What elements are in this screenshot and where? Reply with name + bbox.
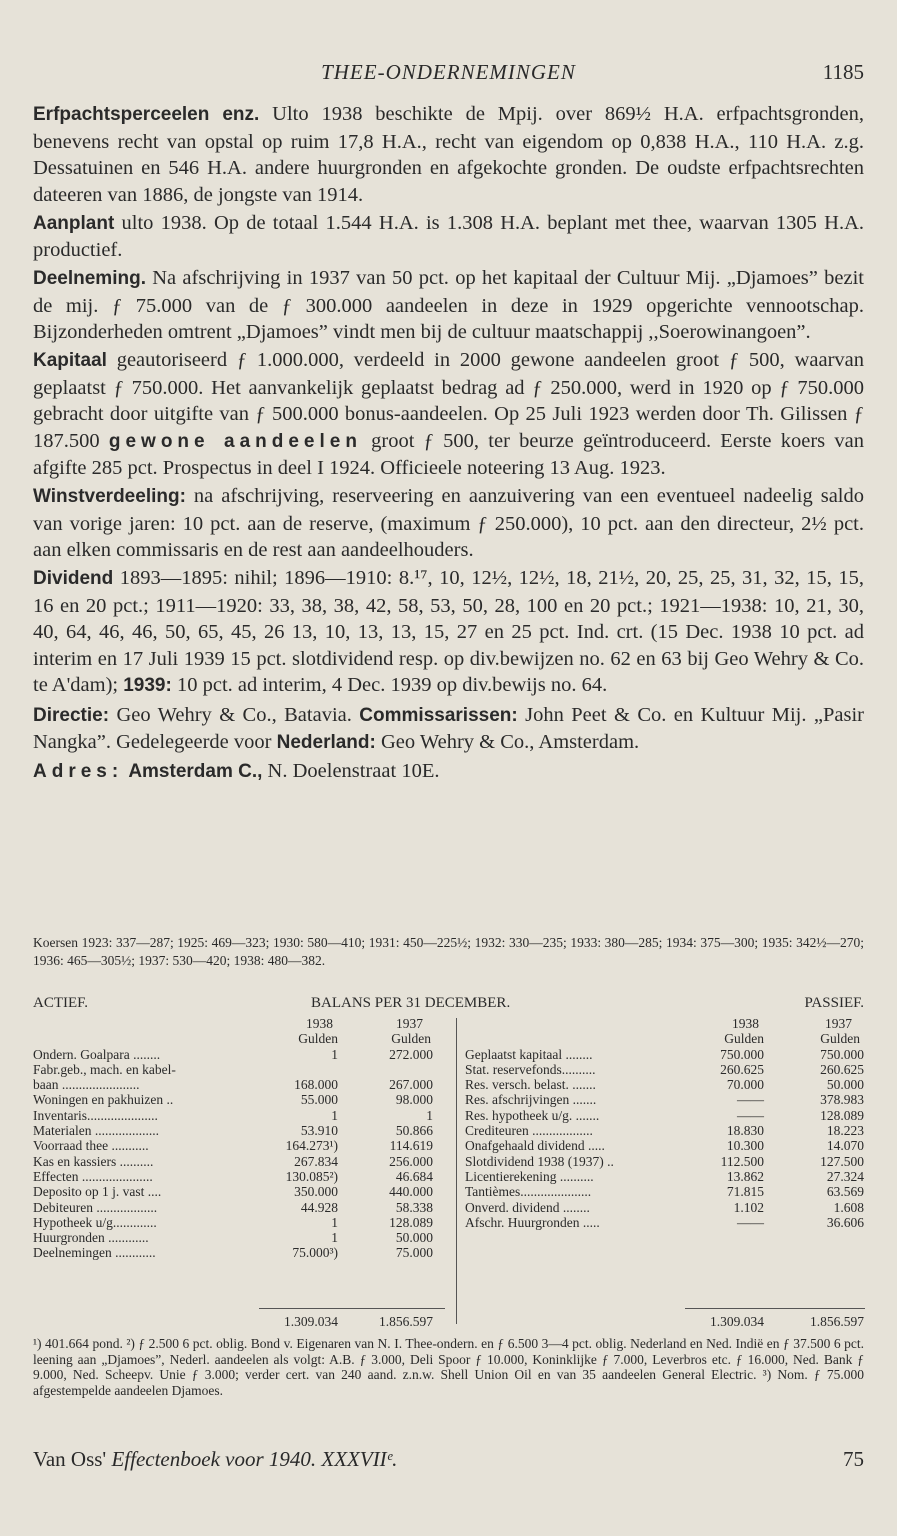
- actief-year-row: 1938 1937: [306, 1016, 423, 1031]
- actief-row: [33, 1200, 443, 1215]
- actief-row: [33, 1184, 443, 1199]
- paragraph-winstverdeeling: Winstverdeeling: na afschrijving, reserveering en aanzuivering van een eventueel nadeelig saldo van vorige jaren: 10 pct. aan de reserve, (maximum ƒ 250.000), 10 pct. aan den directeur, 2½ pct. aan elken commissaris en de rest aan aandeelhouders.: [33, 485, 864, 562]
- actief-row-label: Debiteuren ..................: [33, 1199, 158, 1215]
- passief-row-value-1937: 1.608: [833, 1199, 864, 1215]
- koersen-line: Koersen 1923: 337—287; 1925: 469—323; 1930: 580—410; 1931: 450—225½; 1932: 330—235; 1933: 380—285; 1934: 375—300; 1935: 342½—270; 1936: 465—305½; 1937: 530—420; 1938: 480—382.: [33, 935, 864, 968]
- passief-row-label: Stat. reservefonds..........: [465, 1061, 596, 1077]
- actief-row-label: Ondern. Goalpara ........: [33, 1046, 161, 1062]
- passief-row-value-1937: 36.606: [826, 1214, 864, 1230]
- passief-row-value-1938: ——: [737, 1107, 764, 1123]
- running-header: [33, 60, 864, 88]
- actief-row-value-1937: 256.000: [389, 1153, 433, 1169]
- actief-row-value-1937: 1: [426, 1107, 433, 1123]
- passief-year-row: 1938 1937: [732, 1016, 852, 1031]
- passief-row: [465, 1215, 864, 1230]
- actief-row-label: Effecten .....................: [33, 1168, 153, 1184]
- passief-row-value-1938: 70.000: [726, 1077, 764, 1093]
- passief-row-label: Tantièmes.....................: [465, 1184, 592, 1200]
- actief-row-value-1938: 1: [331, 1230, 338, 1246]
- actief-row-value-1938: 1: [331, 1214, 338, 1230]
- actief-row-label: baan .......................: [33, 1077, 140, 1093]
- actief-row-value-1937: 58.338: [395, 1199, 433, 1215]
- passief-row-label: Geplaatst kapitaal ........: [465, 1046, 593, 1062]
- passief-row: [465, 1092, 864, 1107]
- paragraph-aanplant: Aanplant ulto 1938. Op de totaal 1.544 H.A. is 1.308 H.A. beplant met thee, waarvan 1305 H.A. productief.: [33, 211, 864, 262]
- passief-row-value-1938: ——: [737, 1214, 764, 1230]
- passief-row-value-1937: 27.324: [826, 1168, 864, 1184]
- passief-row-label: Res. afschrijvingen .......: [465, 1092, 597, 1108]
- actief-row-value-1938: 267.834: [294, 1153, 338, 1169]
- actief-row-label: Inventaris.....................: [33, 1107, 158, 1123]
- actief-row: [33, 1230, 443, 1245]
- actief-total-row: 1.309.034 1.856.597: [284, 1314, 433, 1329]
- passief-row: [465, 1047, 864, 1062]
- actief-row: [33, 1108, 443, 1123]
- actief-row-value-1938: 350.000: [294, 1184, 338, 1200]
- paragraph-erfpacht: Erfpachtsperceelen enz. Ulto 1938 beschikte de Mpij. over 869½ H.A. erfpachtsgronden, benevens recht van opstal op ruim 17,8 H.A., recht van eigendom op 0,838 H.A., 110 H.A. z.g. Dessatuinen en 546 H.A. andere huurgronden en afgekochte gronden. De oudste erfpachtsrechten dateeren van 1886, de jongste van 1914.: [33, 103, 864, 206]
- running-footer: [33, 1447, 864, 1472]
- actief-row: [33, 1047, 443, 1062]
- actief-row-value-1938: 75.000³): [292, 1245, 338, 1261]
- actief-row-value-1937: 440.000: [389, 1184, 433, 1200]
- actief-label: ACTIEF.: [33, 995, 89, 1011]
- actief-row-value-1937: 128.089: [389, 1214, 433, 1230]
- passief-row-value-1937: 260.625: [820, 1061, 864, 1077]
- passief-row: [465, 1184, 864, 1199]
- column-divider: [456, 1018, 457, 1324]
- passief-label: PASSIEF.: [804, 995, 864, 1011]
- actief-row-label: Huurgronden ............: [33, 1230, 149, 1246]
- actief-row-label: Voorraad thee ...........: [33, 1138, 149, 1154]
- passief-row-value-1938: 750.000: [720, 1046, 764, 1062]
- passief-row-value-1937: 378.983: [820, 1092, 864, 1108]
- passief-side: [465, 1016, 864, 1230]
- passief-row-label: Onafgehaald dividend .....: [465, 1138, 605, 1154]
- footer-prefix: Van Oss': [33, 1447, 112, 1471]
- header-title: THEE-ONDERNEMINGEN: [321, 60, 576, 84]
- actief-row-label: Deposito op 1 j. vast ....: [33, 1184, 162, 1200]
- actief-row: [33, 1062, 443, 1077]
- paragraph-kapitaal: Kapitaal geautoriseerd ƒ 1.000.000, verdeeld in 2000 gewone aandeelen groot ƒ 500, waarvan geplaatst ƒ 750.000. Het aanvankelijk geplaatst bedrag ad ƒ 250.000, werd in 1920 op ƒ 750.000 gebracht door uitgifte van ƒ 500.000 bonus-aandeelen. Op 25 Juli 1923 werden door Th. Gilissen ƒ 187.500 gewone aandeelen groot ƒ 500, ter beurze geïntroduceerd. Eerste koers van afgifte 285 pct. Prospectus in deel I 1924. Officieele noteering 13 Aug. 1923.: [33, 349, 865, 480]
- actief-row-label: Hypotheek u/g.............: [33, 1214, 157, 1230]
- passief-row-label: Res. versch. belast. .......: [465, 1077, 596, 1093]
- passief-row-value-1938: 71.815: [726, 1184, 764, 1200]
- actief-row: [33, 1215, 443, 1230]
- paragraph-deelneming: Deelneming. Na afschrijving in 1937 van 50 pct. op het kapitaal der Cultuur Mij. „Djamoes” bezit de mij. ƒ 75.000 van de ƒ 300.000 aandeelen in deze in 1929 opgerichte vennootschap. Bijzonderheden omtrent „Djamoes” vindt men bij de cultuur maatschappij ,,Soerowinangoen”.: [33, 267, 864, 344]
- actief-side: [33, 1016, 443, 1261]
- footer-page-number: 75: [843, 1447, 864, 1471]
- passief-row-value-1938: 1.102: [733, 1199, 764, 1215]
- passief-total-row: 1.309.034 1.856.597: [710, 1314, 864, 1329]
- passief-row-value-1937: 63.569: [826, 1184, 864, 1200]
- passief-total-rule: [685, 1308, 865, 1309]
- passief-row: [465, 1138, 864, 1153]
- actief-row-value-1937: 267.000: [389, 1077, 433, 1093]
- passief-row-label: Slotdividend 1938 (1937) ..: [465, 1153, 614, 1169]
- actief-row-value-1938: 1: [331, 1107, 338, 1123]
- paragraph-adres: Adres: Amsterdam C., N. Doelenstraat 10E.: [33, 760, 440, 783]
- article-body: [33, 101, 864, 787]
- passief-row-value-1937: 18.223: [826, 1123, 864, 1139]
- actief-row: [33, 1169, 443, 1184]
- passief-row-value-1937: 128.089: [820, 1107, 864, 1123]
- passief-row-label: Afschr. Huurgronden .....: [465, 1214, 600, 1230]
- actief-row: [33, 1138, 443, 1153]
- passief-row-value-1938: 18.830: [726, 1123, 764, 1139]
- passief-rows: [465, 1047, 864, 1231]
- actief-rows: [33, 1047, 443, 1261]
- passief-row-value-1937: 750.000: [820, 1046, 864, 1062]
- header-page-number: 1185: [822, 60, 864, 84]
- passief-row: [465, 1077, 864, 1092]
- actief-row-value-1937: 272.000: [389, 1046, 433, 1062]
- passief-row-value-1937: 14.070: [826, 1138, 864, 1154]
- balance-sheet: [33, 995, 864, 1329]
- passief-row: [465, 1200, 864, 1215]
- paragraph-directie: Directie: Geo Wehry & Co., Batavia. Commissarissen: John Peet & Co. en Kultuur Mij. „Pasir Nangka”. Gedelegeerde voor Nederland: Geo Wehry & Co., Amsterdam.: [33, 703, 864, 754]
- passief-row-label: Crediteuren ..................: [465, 1123, 593, 1139]
- passief-row: [465, 1123, 864, 1138]
- actief-row: [33, 1154, 443, 1169]
- paragraph-dividend: Dividend 1893—1895: nihil; 1896—1910: 8.¹⁷, 10, 12½, 12½, 18, 21½, 20, 25, 25, 31, 32, 15, 15, 16 en 20 pct.; 1911—1920: 33, 38, 38, 42, 58, 53, 50, 28, 100 en 20 pct.; 1921—1938: 10, 21, 30, 40, 64, 46, 46, 50, 65, 45, 26 13, 10, 13, 13, 15, 27 en 25 pct. Ind. crt. (15 Dec. 1938 10 pct. ad interim en 17 Juli 1939 15 pct. slotdividend resp. op div.bewijzen no. 62 en 63 bij Geo Wehry & Co. te A'dam); 1939: 10 pct. ad interim, 4 Dec. 1939 op div.bewijs no. 64.: [33, 567, 864, 697]
- actief-row-label: Woningen en pakhuizen ..: [33, 1092, 174, 1108]
- passief-row-value-1938: 10.300: [726, 1138, 764, 1154]
- passief-row-value-1938: 112.500: [720, 1153, 764, 1169]
- actief-row-value-1937: 75.000: [395, 1245, 433, 1261]
- actief-row-label: Materialen ...................: [33, 1123, 159, 1139]
- actief-row-value-1938: 55.000: [300, 1092, 338, 1108]
- actief-row-label: Deelnemingen ............: [33, 1245, 156, 1261]
- passief-row: [465, 1108, 864, 1123]
- footnotes: ¹) 401.664 pond. ²) ƒ 2.500 6 pct. oblig. Bond v. Eigenaren van N. I. Thee-ondern. en ƒ 6.500 3—4 pct. oblig. Nederland en Ned. Indië en ƒ 37.500 6 pct. leening aan „Djamoes”, Nederl. aandeelen als volgt: A.B. ƒ 3.000, Deli Spoor ƒ 10.000, Koninklijke ƒ 7.000, Leverbros etc. ƒ 16.000, Ned. Bank ƒ 9.000, Ned. Scheepv. Unie ƒ 3.000; verder cert. van 240 aand. z.n.w. Shell Union Oil en van 35 aandeelen General Electric. ³) Nom. ƒ 75.000 afgestempelde aandeelen Djamoes.: [33, 1336, 864, 1398]
- passief-row-label: Licentierekening ..........: [465, 1168, 594, 1184]
- passief-row-value-1938: 260.625: [720, 1061, 764, 1077]
- passief-row-value-1937: 50.000: [826, 1077, 864, 1093]
- passief-row-value-1938: 13.862: [726, 1168, 764, 1184]
- actief-row: [33, 1077, 443, 1092]
- actief-row: [33, 1123, 443, 1138]
- actief-row-value-1938: 44.928: [300, 1199, 338, 1215]
- actief-row-value-1937: 46.684: [395, 1168, 433, 1184]
- passief-row-label: Res. hypotheek u/g. .......: [465, 1107, 600, 1123]
- actief-row-value-1938: 168.000: [294, 1077, 338, 1093]
- passief-row-label: Onverd. dividend ........: [465, 1199, 590, 1215]
- actief-total-rule: [259, 1308, 445, 1309]
- actief-unit-row: Gulden Gulden: [298, 1031, 431, 1047]
- passief-row-value-1938: ——: [737, 1092, 764, 1108]
- actief-row-label: Fabr.geb., mach. en kabel-: [33, 1061, 176, 1077]
- balance-title: BALANS PER 31 DECEMBER.: [311, 995, 511, 1011]
- balance-header: [33, 996, 864, 1016]
- actief-row-value-1937: 114.619: [389, 1138, 433, 1154]
- passief-unit-row: Gulden Gulden: [724, 1031, 860, 1047]
- footer-book-title: Effectenboek voor 1940. XXXVIIᵉ.: [111, 1447, 398, 1471]
- actief-row-value-1937: 98.000: [395, 1092, 433, 1108]
- actief-row-value-1938: 130.085²): [285, 1168, 338, 1184]
- actief-row: [33, 1092, 443, 1107]
- actief-row-value-1937: 50.866: [395, 1123, 433, 1139]
- passief-row-value-1937: 127.500: [820, 1153, 864, 1169]
- actief-row-label: Kas en kassiers ..........: [33, 1153, 154, 1169]
- actief-row-value-1938: 164.273¹): [285, 1138, 338, 1154]
- actief-row-value-1937: 50.000: [395, 1230, 433, 1246]
- passief-row: [465, 1062, 864, 1077]
- actief-row-value-1938: 53.910: [300, 1123, 338, 1139]
- passief-row: [465, 1154, 864, 1169]
- passief-row: [465, 1169, 864, 1184]
- actief-row: [33, 1245, 443, 1260]
- actief-row-value-1938: 1: [331, 1046, 338, 1062]
